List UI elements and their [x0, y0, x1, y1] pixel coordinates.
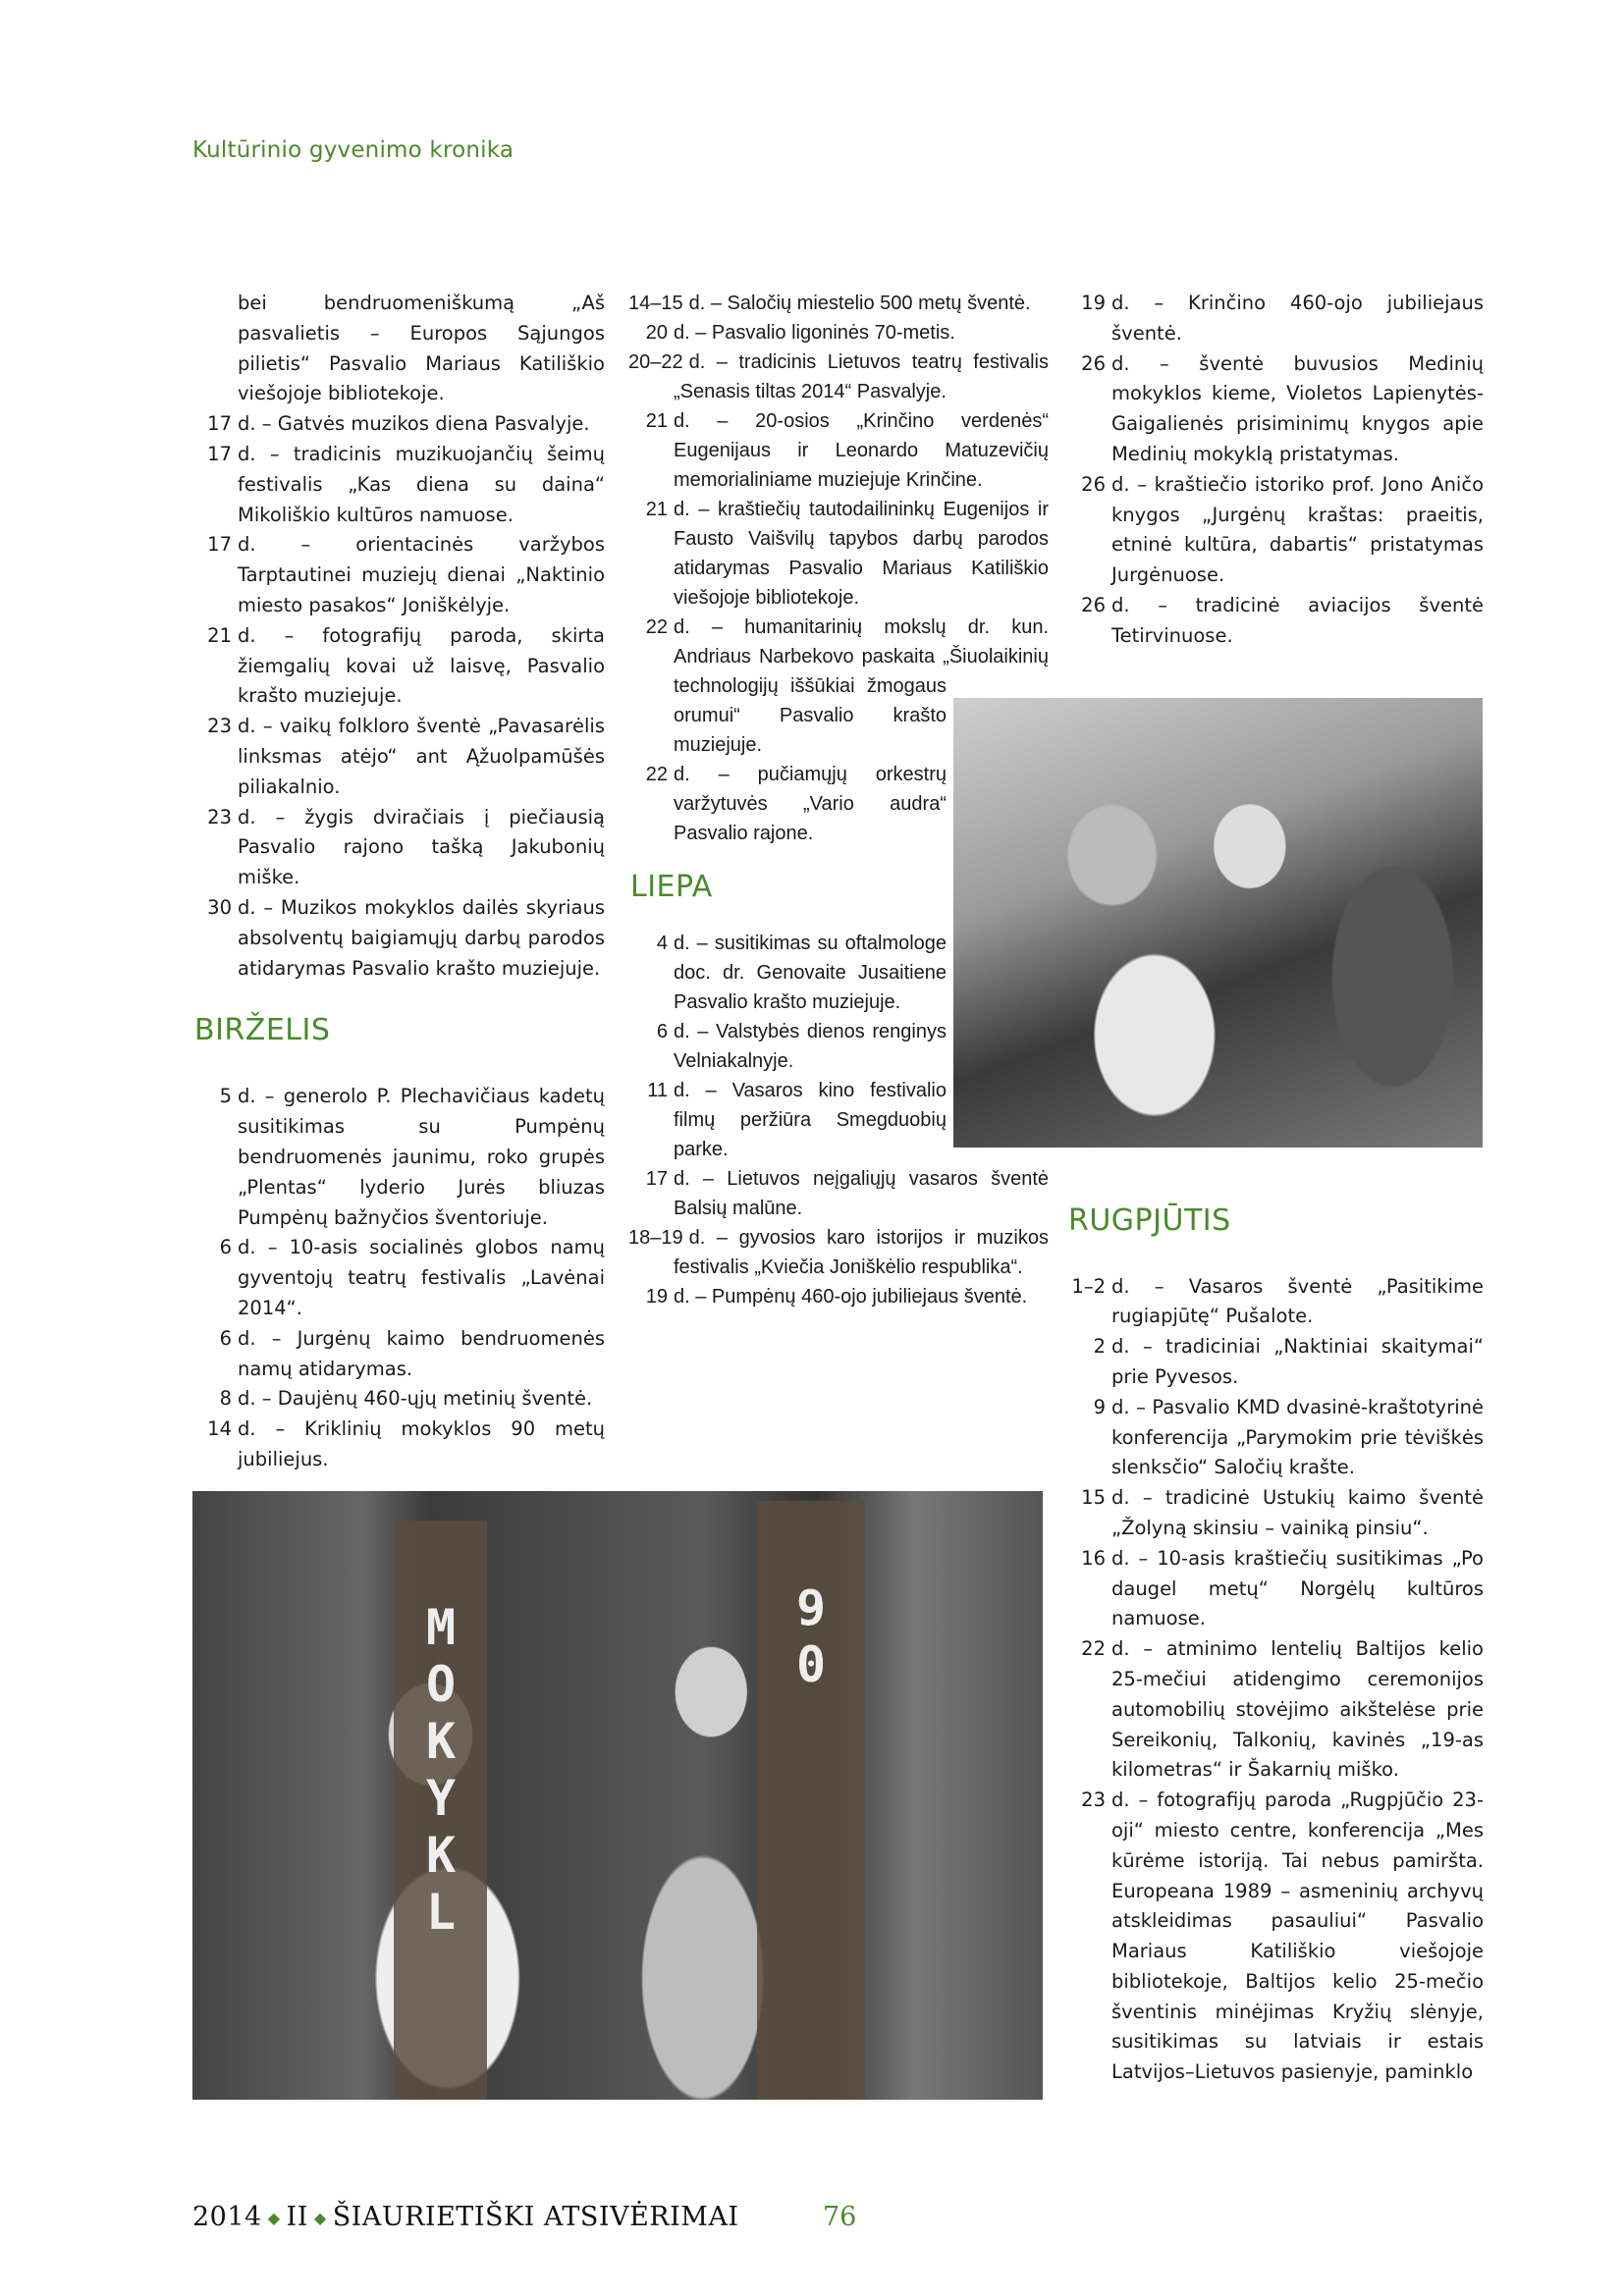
entry-day: 30: [207, 895, 232, 919]
chronicle-entry: [192, 803, 605, 893]
chronicle-entry: [1066, 1634, 1484, 1786]
entry-day: 23: [207, 805, 232, 828]
entry-text: d. – susitikimas su oftalmologe doc. dr. Genovaite Jusaitiene Pasvalio krašto muziejuje.: [674, 933, 947, 1013]
diamond-icon: ◆: [267, 2209, 281, 2227]
entry-text: d. – Pasvalio KMD dvasinė-kraštotyrinė konferencija „Parymokim prie tėviškės slenksčio“ Saločių krašte.: [1111, 1395, 1484, 1479]
entry-text: d. – orientacinės varžybos Tarptautinei muziejų dienai „Naktinio miesto pasakos“ Joniškėlyje.: [238, 533, 605, 616]
chronicle-entry: [628, 347, 1049, 406]
chronicle-entry: [628, 1164, 1049, 1223]
month-heading-birzelis: BIRŽELIS: [194, 1013, 331, 1048]
entry-day: 22: [645, 764, 668, 785]
running-head: Kultūrinio gyvenimo kronika: [192, 137, 514, 163]
entry-text: d. – tradicinė Ustukių kaimo šventė „Žolyną skinsiu – vainiką pinsiu“.: [1111, 1486, 1484, 1539]
chronicle-entry: [1066, 591, 1484, 652]
entry-text: d. – vaikų folkloro šventė „Pavasarėlis linksmas atėjo“ ant Ąžuolpamūšės piliakalnio.: [238, 715, 605, 798]
entry-day: 9: [1093, 1395, 1106, 1418]
chronicle-entry: [192, 712, 605, 802]
chronicle-entry: [192, 893, 605, 984]
entry-day: 21: [645, 499, 668, 520]
footer-issue: II: [286, 2202, 308, 2232]
entry-day: 6: [219, 1326, 232, 1350]
entry-day: 26: [1081, 351, 1106, 375]
entry-text: d. – kraštiečio istoriko prof. Jono Aničo knygos „Jurgėnų kraštas: praeitis, etninė kultūra, dabartis“ pristatymas Jurgėnuose.: [1111, 472, 1484, 587]
entry-text: d. – Daujėnų 460-ųjų metinių šventė.: [238, 1387, 593, 1411]
entry-text: d. – tradicinė aviacijos šventė Tetirvinuose.: [1111, 593, 1484, 647]
month-heading-rugpjutis: RUGPJŪTIS: [1068, 1202, 1231, 1238]
entry-text: d. – tradiciniai „Naktiniai skaitymai“ prie Pyvesos.: [1111, 1335, 1484, 1388]
entries-july-cont: [1066, 289, 1484, 652]
entry-text: d. – žygis dviračiais į piečiausią Pasvalio rajono tašką Jakubonių miške.: [238, 805, 605, 889]
chronicle-entry: [628, 1223, 1049, 1282]
footer: [192, 2202, 739, 2232]
chronicle-entry: [192, 1415, 605, 1475]
entry-text: d. – fotografijų paroda „Rugpjūčio 23-oji“ miesto centre, konferencija „Mes kūrėme istoriją. Tai nebus pamiršta. Europeana 1989 – asmeninių archyvų atskleidimas pasauliui“ Pasvalio Mariaus Katiliškio viešojoje bibliotekoje, Baltijos kelio 25-mečio šventinis minėjimas Kryžių slėnyje, susitikimas su latviais ir estais Latvijos–Lietuvos pasienyje, paminklo: [1111, 1789, 1484, 2084]
entry-text: d. – gyvosios karo istorijos ir muzikos festivalis „Kviečia Joniškėlio respublika“.: [674, 1227, 1049, 1278]
entry-day: 21: [207, 623, 232, 647]
column-1: [192, 289, 605, 1475]
entry-text: d. – kraštiečių tautodailininkų Eugenijos ir Fausto Vaišvilų tapybos darbų parodos atidarymas Pasvalio Mariaus Katiliškio viešojoje bibliotekoje.: [674, 499, 1049, 609]
entry-continuation: bei bendruomeniškumą „Aš pasvalietis – Europos Sąjungos pilietis“ Pasvalio Mariaus Katiliškio viešojoje bibliotekoje.: [238, 292, 605, 405]
chronicle-entry: [192, 440, 605, 530]
entry-text: d. – 10-asis socialinės globos namų gyventojų teatrų festivalis „Lavėnai 2014“.: [238, 1236, 605, 1319]
chronicle-entry: [1066, 349, 1484, 470]
entry-day: 26: [1081, 472, 1106, 496]
post-carved-text-left: [406, 1599, 475, 1941]
entry-day: 17: [645, 1168, 668, 1190]
entry-day: 23: [1081, 1789, 1106, 1812]
chronicle-entry: [628, 406, 1049, 495]
entry-day: 19: [1081, 292, 1106, 314]
footer-title: ŠIAURIETIŠKI ATSIVĖRIMAI: [332, 2202, 739, 2232]
chronicle-entry: [192, 1233, 605, 1323]
entry-day: 6: [219, 1236, 232, 1259]
entry-day: 8: [219, 1387, 232, 1411]
chronicle-entry: [192, 621, 605, 712]
chronicle-entry: [628, 289, 1049, 318]
entry-text: d. – Lietuvos neįgaliųjų vasaros šventė Balsių malūne.: [674, 1168, 1049, 1219]
entry-day: 19: [645, 1286, 668, 1308]
entry-day: 16: [1081, 1546, 1106, 1570]
chronicle-entry: [628, 318, 1049, 347]
entry-day: 18–19: [628, 1227, 683, 1249]
entry-text: d. – Muzikos mokyklos dailės skyriaus absolventų baigiamųjų darbų parodos atidarymas Pasvalio krašto muziejuje.: [238, 895, 605, 980]
entry-day: 17: [207, 412, 232, 436]
photo-child-in-helicopter-helmet: [953, 698, 1483, 1148]
chronicle-entry: [1066, 470, 1484, 591]
entry-day: 11: [647, 1080, 668, 1101]
entry-day: 23: [207, 715, 232, 738]
page-number: 76: [823, 2202, 857, 2232]
entry-day: 21: [645, 410, 668, 432]
entry-text: d. – Krinčino 460-ojo jubiliejaus šventė.: [1111, 292, 1484, 345]
entry-day: 6: [656, 1021, 668, 1042]
chronicle-entry: [1066, 1332, 1484, 1393]
entry-text: d. – Jurgėnų kaimo bendruomenės namų atidarymas.: [238, 1326, 605, 1380]
entry-text: d. – Gatvės muzikos diena Pasvalyje.: [238, 412, 590, 436]
entry-day: 20–22: [628, 351, 683, 373]
entry-day: 15: [1081, 1486, 1106, 1510]
entry-text: d. – Pasvalio ligoninės 70-metis.: [674, 322, 955, 344]
chronicle-entry: [192, 1384, 605, 1415]
entry-day: 17: [207, 533, 232, 557]
month-heading-liepa: LIEPA: [630, 870, 713, 904]
chronicle-entry: [192, 1324, 605, 1385]
entry-day: 5: [219, 1085, 232, 1108]
entry-text: d. – Kriklinių mokyklos 90 metų jubiliejus.: [238, 1417, 605, 1470]
chronicle-entry: [192, 1082, 605, 1233]
post-carved-text-right: [777, 1579, 845, 1693]
entry-day: 4: [656, 933, 668, 954]
chronicle-entry: [1066, 1786, 1484, 2088]
entries-june: [192, 1082, 605, 1474]
chronicle-entry: [192, 530, 605, 620]
entry-text: d. – fotografijų paroda, skirta žiemgalių kovai už laisvę, Pasvalio krašto muziejuje.: [238, 623, 605, 708]
photo-two-girls-with-flowers: [192, 1491, 1043, 2100]
post-carved-text-left-label: MOKYKL: [425, 1599, 457, 1941]
entry-day: 20: [645, 322, 668, 344]
chronicle-entry: [1066, 1544, 1484, 1634]
entry-text: d. – Valstybės dienos renginys Velniakalnyje.: [674, 1021, 947, 1072]
entry-day: 22: [1081, 1637, 1106, 1661]
entry-day: 14: [207, 1417, 232, 1441]
entry-text: d. – atminimo lentelių Baltijos kelio 25-mečiui atidengimo ceremonijos automobilių stovėjimo aikštelėse prie Sereikonių, Talkonių, kavinės „19-as kilometras“ ir Šakarnių miško.: [1111, 1637, 1484, 1782]
entry-day: 22: [645, 616, 668, 638]
entry-text: d. – Pumpėnų 460-ojo jubiliejaus šventė.: [674, 1286, 1028, 1308]
post-carved-text-right-label: 90: [795, 1579, 827, 1693]
entry-day: 14–15: [628, 293, 683, 314]
entry-text: d. – 10-asis kraštiečių susitikimas „Po daugel metų“ Norgėlų kultūros namuose.: [1111, 1546, 1484, 1630]
diamond-icon: ◆: [313, 2209, 327, 2227]
entries-may: [192, 409, 605, 984]
chronicle-entry: [192, 409, 605, 440]
entry-text: d. – Vasaros šventė „Pasitikime rugiapjūtę“ Pušalote.: [1111, 1274, 1484, 1328]
entry-day: 26: [1081, 593, 1106, 616]
entry-text: d. – 20-osios „Krinčino verdenės“ Eugenijaus ir Leonardo Matuzevičių memorialiniame muziejuje Krinčine.: [674, 410, 1049, 491]
entry-day: 1–2: [1071, 1274, 1106, 1298]
chronicle-entry: [1066, 1393, 1484, 1483]
entry-day: 2: [1093, 1335, 1106, 1359]
entry-text: d. – Vasaros kino festivalio filmų peržiūra Smegduobių parke.: [674, 1080, 947, 1160]
footer-year: 2014: [192, 2202, 262, 2232]
entry-text: d. – humanitarinių mokslų dr. kun. Andriaus Narbekovo paskaita „Šiuolaikinių technologijų iššūkiai žmogaus orumui“ Pasvalio krašto muziejuje.: [674, 616, 1049, 756]
column-3: [1066, 289, 1484, 2088]
chronicle-entry: [1066, 289, 1484, 349]
entry-text: d. – Saločių miestelio 500 metų šventė.: [688, 293, 1031, 314]
entries-august: [1066, 1272, 1484, 2089]
chronicle-entry: [628, 1282, 1049, 1311]
chronicle-entry: [628, 495, 1049, 613]
entry-text: d. – tradicinis muzikuojančių šeimų festivalis „Kas diena su daina“ Mikoliškio kultūros namuose.: [238, 442, 605, 526]
entry-text: d. – tradicinis Lietuvos teatrų festivalis „Senasis tiltas 2014“ Pasvalyje.: [674, 351, 1049, 402]
entry-text: d. – šventė buvusios Medinių mokyklos kieme, Violetos Lapienytės-Gaigalienės prisiminimų knygos apie Medinių mokyklą pristatymas.: [1111, 351, 1484, 465]
entry-text: d. – generolo P. Plechavičiaus kadetų susitikimas su Pumpėnų bendruomenės jaunimu, roko grupės „Plentas“ lyderio Jurės bliuzas Pumpėnų bažnyčios šventoriuje.: [238, 1085, 605, 1229]
chronicle-entry: [1066, 1483, 1484, 1544]
entry-text: d. – pučiamųjų orkestrų varžytuvės „Vario audra“ Pasvalio rajone.: [674, 764, 947, 844]
entry-day: 17: [207, 442, 232, 465]
chronicle-entry: [1066, 1272, 1484, 1333]
